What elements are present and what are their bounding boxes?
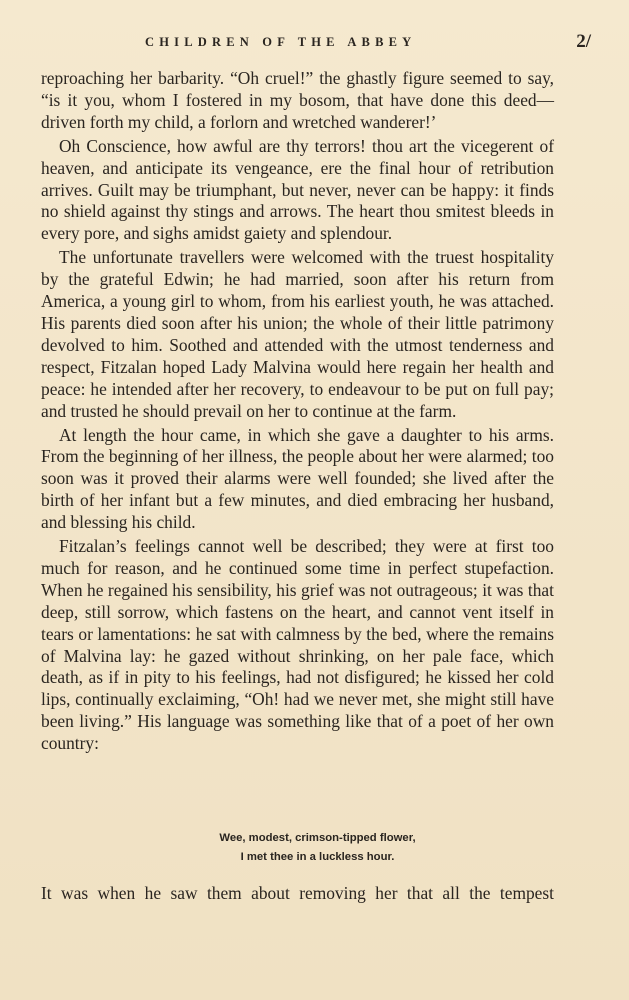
paragraph-2: Oh Conscience, how awful are thy terrors! thou art the vicegerent of heaven, and anticipate its vengeance, ere the final hour of retribution arrives. Guilt may be triumphant, but never, never can be happy: it finds no shield against thy stings and arrows. The heart thou smitest bleeds in every pore, and sighs amidst gaiety and splendour. — [41, 135, 554, 244]
continuation-line: It was when he saw them about removing her that all the tempest — [41, 883, 554, 903]
running-head — [40, 31, 591, 55]
paragraph-3: The unfortunate travellers were welcomed with the truest hospitality by the grateful Edwin; he had married, soon after his return from America, a young girl to whom, from his earliest youth, he was attached. His parents died soon after his union; the whole of their little patrimony devolved to him. Soothed and attended with the utmost tenderness and respect, Fitzalan hoped Lady Malvina would here regain her health and peace: he intended after her recovery, to endeavour to be put on full pay; and trusted he should prevail on her to continue at the farm. — [41, 247, 554, 421]
paragraph-5: Fitzalan’s feelings cannot well be described; they were at first too much for reason, and he continued some time in perfect stupefaction. When he regained his sensibility, his grief was not outrageous; it was that deep, still sorrow, which fastens on the heart, and cannot vent itself in tears or lamentations: he sat with calmness by the bed, where the remains of Malvina lay: he gazed without shrinking, on her pale face, which death, as if in pity to his feelings, had not disfigured; he kissed her cold lips, continually exclaiming, “Oh! had we never met, she might still have been living.” His language was something like that of a poet of her own country: — [41, 536, 554, 754]
verse-line-1: Wee, modest, crimson-tipped flower, — [219, 832, 416, 844]
running-title: CHILDREN OF THE ABBEY — [145, 35, 417, 49]
page-number: 2/ — [576, 31, 591, 52]
verse-line-2: I met thee in a luckless hour. — [240, 851, 395, 863]
verse-quotation — [0, 829, 629, 867]
paragraph-1: reproaching her barbarity. “Oh cruel!” the ghastly figure seemed to say, “is it you, whom I fostered in my bosom, that have done this deed—driven forth my child, a forlorn and wretched wanderer!’ — [41, 68, 554, 132]
body-text — [41, 68, 554, 757]
paragraph-4: At length the hour came, in which she gave a daughter to his arms. From the beginning of her illness, the people about her were alarmed; too soon was it proved their alarms were well founded; she lived after the birth of her infant but a few minutes, and died embracing her husband, and blessing his child. — [41, 424, 554, 533]
